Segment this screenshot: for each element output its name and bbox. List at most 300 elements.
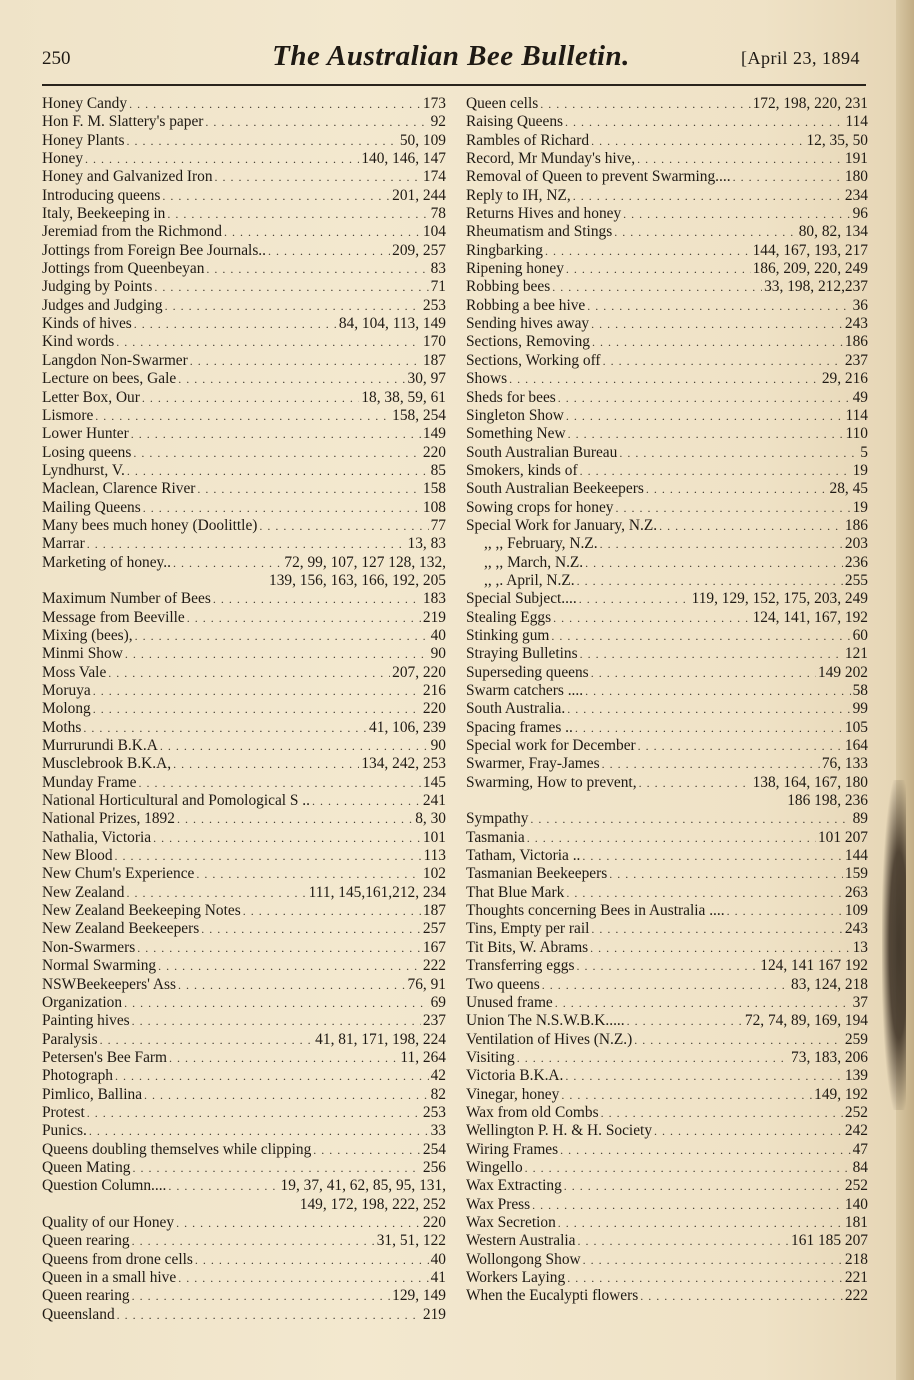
dot-leader — [115, 1067, 429, 1085]
dot-leader — [142, 389, 359, 407]
index-term: Moss Vale — [42, 663, 107, 681]
dot-leader — [532, 1196, 843, 1214]
dot-leader — [165, 297, 421, 315]
index-pages: 84, 104, 113, 149 — [338, 315, 446, 333]
index-entry — [42, 1306, 446, 1324]
index-term: Lower Hunter — [42, 425, 129, 443]
index-term: Special Work for January, N.Z. — [466, 516, 658, 534]
index-entry — [466, 1104, 868, 1122]
index-pages: 172, 198, 220, 231 — [752, 95, 868, 112]
index-term: Ripening honey — [466, 260, 564, 278]
dot-leader — [196, 865, 421, 883]
index-term: National Horticultural and Pomological S .. — [42, 792, 311, 810]
index-entry — [466, 333, 868, 351]
dot-leader — [585, 554, 843, 572]
index-term: Western Australia — [466, 1232, 576, 1250]
index-entry — [42, 939, 446, 957]
index-entry — [466, 700, 868, 718]
index-column-right — [466, 95, 868, 1306]
index-entry — [42, 297, 446, 315]
index-term: Unused frame — [466, 993, 553, 1011]
index-pages: 243 — [844, 315, 868, 333]
dot-leader — [585, 682, 851, 700]
index-pages: 83 — [430, 260, 446, 278]
index-entry — [466, 664, 868, 682]
index-pages: 144 — [844, 847, 868, 865]
index-pages: 255 — [844, 571, 868, 589]
index-entry — [42, 774, 446, 792]
index-pages: 31, 51, 122 — [376, 1232, 446, 1250]
index-entry — [42, 444, 446, 462]
index-pages: 41 — [430, 1269, 446, 1286]
dot-leader — [190, 352, 421, 370]
index-term: Judges and Judging — [42, 296, 163, 314]
index-entry — [42, 664, 446, 682]
dot-leader — [590, 939, 850, 957]
dot-leader — [577, 1232, 789, 1250]
dot-leader — [627, 1012, 743, 1030]
dot-leader — [162, 187, 390, 205]
index-entry — [466, 389, 868, 407]
index-entry — [466, 517, 868, 535]
dot-leader — [95, 407, 390, 425]
index-pages: 77 — [430, 516, 446, 534]
index-term: New Zealand — [42, 883, 125, 901]
index-term: Reply to IH, NZ, — [466, 186, 571, 204]
index-pages: 167 — [422, 938, 446, 956]
index-entry — [466, 572, 868, 590]
index-term: Sheds for bees — [466, 388, 556, 406]
index-term: Sowing crops for honey — [466, 498, 614, 516]
index-entry — [466, 278, 868, 296]
index-pages: 13 — [852, 938, 868, 956]
dot-leader — [93, 700, 421, 718]
index-term: ,, ,, February, N.Z. — [484, 535, 598, 553]
index-pages: 89 — [852, 810, 868, 828]
dot-leader — [552, 278, 762, 296]
index-term: Quality of our Honey — [42, 1213, 175, 1231]
index-term: NSWBeekeepers' Ass — [42, 975, 176, 993]
index-entry — [466, 1012, 868, 1030]
dot-leader — [133, 444, 421, 462]
dot-leader — [160, 737, 429, 755]
index-pages: 186, 209, 220, 249 — [752, 260, 868, 278]
index-entry — [466, 1159, 868, 1177]
index-term: Mailing Queens — [42, 498, 141, 516]
index-entry — [466, 223, 868, 241]
dot-leader — [153, 829, 421, 847]
index-term: National Prizes, 1892 — [42, 810, 175, 828]
index-term: Wingello — [466, 1158, 523, 1176]
index-term: New Zealand Beekeepers — [42, 920, 200, 938]
index-entry — [466, 95, 868, 113]
index-term: Something New — [466, 425, 566, 443]
dot-leader — [654, 1122, 843, 1140]
dot-leader — [573, 187, 843, 205]
index-term: Spacing frames .. — [466, 718, 573, 736]
index-entry — [466, 609, 868, 627]
index-term: Tit Bits, W. Abrams — [466, 938, 589, 956]
index-term: Shows — [466, 370, 508, 388]
index-entry — [466, 884, 868, 902]
index-entry — [42, 755, 446, 773]
dot-leader — [215, 168, 421, 186]
index-entry — [42, 627, 446, 645]
index-term: Queen rearing — [42, 1287, 130, 1305]
index-pages: 121 — [844, 645, 868, 663]
index-term: Honey — [42, 150, 84, 168]
index-entry — [42, 1269, 446, 1287]
index-term: Losing queens — [42, 443, 132, 461]
index-pages: 78 — [430, 205, 446, 223]
dot-leader — [89, 1122, 429, 1140]
index-entry — [42, 590, 446, 608]
index-entry — [42, 957, 446, 975]
index-term: Swarm catchers .... — [466, 682, 584, 699]
index-pages: 174 — [422, 168, 446, 186]
index-pages: 73, 183, 206 — [791, 1048, 868, 1066]
dot-leader — [313, 1141, 421, 1159]
index-term: Lyndhurst, V. — [42, 461, 125, 479]
index-pages: 8, 30 — [415, 810, 446, 828]
index-pages: 187 — [422, 902, 446, 920]
index-pages: 220 — [422, 700, 446, 718]
index-entry — [466, 315, 868, 333]
index-term: New Blood — [42, 847, 113, 865]
index-entry — [466, 1049, 868, 1067]
index-entry — [42, 132, 446, 150]
index-term: Thoughts concerning Bees in Australia .... — [466, 902, 725, 920]
index-entry — [42, 389, 446, 407]
index-entry — [466, 939, 868, 957]
index-term: Transferring eggs — [466, 957, 575, 975]
dot-leader — [561, 1086, 812, 1104]
index-pages: 252 — [844, 1103, 868, 1121]
index-entry — [466, 719, 868, 737]
index-entry — [42, 1251, 446, 1269]
page-number: 250 — [42, 48, 71, 69]
index-entry — [42, 737, 446, 755]
index-term: Nathalia, Victoria — [42, 828, 152, 846]
index-entry — [42, 1031, 446, 1049]
index-term: Jottings from Foreign Bee Journals.. — [42, 241, 266, 259]
issue-date: [April 23, 1894 — [741, 48, 860, 68]
index-entry — [42, 1196, 446, 1214]
index-entry — [42, 920, 446, 938]
index-term: Tatham, Victoria .. — [466, 847, 581, 865]
index-term: Special Subject.... — [466, 590, 577, 608]
index-term: Tasmanian Beekeepers — [466, 865, 608, 883]
dot-leader — [609, 865, 843, 883]
dot-leader — [167, 205, 428, 223]
index-term: ,, ,, March, N.Z. — [484, 553, 584, 571]
index-entry — [466, 1232, 868, 1250]
dot-leader — [93, 682, 421, 700]
index-term: Victoria B.K.A. — [466, 1067, 564, 1085]
index-pages: 18, 38, 59, 61 — [361, 388, 446, 406]
index-term: Italy, Beekeeping in — [42, 205, 166, 223]
dot-leader — [555, 994, 851, 1012]
index-term: Sympathy — [466, 810, 529, 828]
header-rule — [42, 84, 866, 86]
dot-leader — [205, 113, 428, 131]
index-entry — [466, 297, 868, 315]
index-term: Protest — [42, 1103, 85, 1121]
index-entry — [42, 517, 446, 535]
index-entry — [466, 957, 868, 975]
dot-leader — [568, 425, 844, 443]
index-entry — [466, 462, 868, 480]
index-term: Workers Laying — [466, 1269, 566, 1286]
index-term: Tins, Empty per rail — [466, 920, 590, 938]
index-pages: 82 — [430, 1085, 446, 1103]
index-term: South Australia. — [466, 700, 566, 718]
index-pages: 47 — [852, 1140, 868, 1158]
index-term: Robbing a bee hive — [466, 296, 586, 314]
index-term: Queen cells — [466, 95, 539, 112]
index-entry — [42, 976, 446, 994]
index-pages: 221 — [844, 1269, 868, 1286]
dot-leader — [154, 278, 428, 296]
index-pages: 72, 74, 89, 169, 194 — [744, 1012, 868, 1030]
index-pages: 37 — [852, 993, 868, 1011]
index-pages: 149, 192 — [814, 1085, 868, 1103]
dot-leader — [565, 1067, 843, 1085]
index-term: Wax Secretion — [466, 1213, 556, 1231]
index-pages: 33 — [430, 1122, 446, 1140]
index-entry — [42, 1067, 446, 1085]
dot-leader — [638, 737, 843, 755]
dot-leader — [143, 499, 421, 517]
index-pages: 11, 264 — [400, 1048, 446, 1066]
index-entry — [466, 829, 868, 847]
index-term: Sections, Removing — [466, 333, 590, 351]
index-pages: 41, 106, 239 — [369, 718, 446, 736]
index-term: Wax Press — [466, 1195, 531, 1213]
dot-leader — [178, 976, 406, 994]
index-entry — [466, 792, 868, 810]
index-entry — [466, 847, 868, 865]
index-pages: 138, 164, 167, 180 — [752, 773, 868, 791]
dot-leader — [727, 902, 843, 920]
index-pages: 173 — [422, 95, 446, 112]
dot-leader — [591, 132, 804, 150]
index-entry — [466, 150, 868, 168]
index-term: South Australian Bureau — [466, 443, 618, 461]
index-entry — [466, 425, 868, 443]
dot-leader — [623, 205, 850, 223]
dot-leader — [176, 1214, 421, 1232]
index-term: Kinds of hives — [42, 315, 132, 333]
index-term: Queensland — [42, 1305, 115, 1323]
dot-leader — [540, 95, 750, 113]
index-entry — [42, 168, 446, 186]
index-entry — [466, 242, 868, 260]
index-entry — [42, 1104, 446, 1122]
index-entry — [466, 590, 868, 608]
index-term: Judging by Points — [42, 278, 153, 296]
index-pages: 71 — [430, 278, 446, 296]
index-pages: 19, 37, 41, 62, 85, 95, 131, — [280, 1177, 446, 1195]
index-pages: 124, 141, 167, 192 — [752, 608, 868, 626]
index-pages: 28, 45 — [829, 480, 868, 498]
dot-leader — [614, 223, 797, 241]
index-term: Special work for December — [466, 737, 636, 755]
index-pages: 40 — [430, 626, 446, 644]
index-term: Molong — [42, 700, 91, 718]
dot-leader — [659, 517, 843, 535]
index-entry — [466, 774, 868, 792]
index-entry — [42, 865, 446, 883]
index-pages: 19 — [852, 498, 868, 516]
dot-leader — [132, 1012, 421, 1030]
index-pages: 254 — [422, 1140, 446, 1158]
index-pages: 222 — [422, 957, 446, 975]
index-entry — [466, 1177, 868, 1195]
index-pages: 140 — [844, 1195, 868, 1213]
index-term: ,, ,. April, N.Z. — [484, 571, 575, 589]
dot-leader — [591, 664, 816, 682]
index-entry — [466, 994, 868, 1012]
index-pages: 72, 99, 107, 127 128, 132, — [284, 553, 446, 571]
index-entry — [42, 792, 446, 810]
dot-leader — [201, 920, 421, 938]
index-pages: 257 — [422, 920, 446, 938]
index-pages: 84 — [852, 1158, 868, 1176]
dot-leader — [132, 1287, 391, 1305]
index-entry — [42, 1232, 446, 1250]
dot-leader — [577, 572, 843, 590]
index-pages: 33, 198, 212,237 — [764, 278, 868, 296]
dot-leader — [85, 150, 359, 168]
index-entry — [42, 242, 446, 260]
index-entry — [466, 902, 868, 920]
index-entry — [42, 1159, 446, 1177]
index-pages: 209, 257 — [392, 241, 446, 259]
index-entry — [466, 499, 868, 517]
dot-leader — [115, 847, 422, 865]
index-entry — [42, 352, 446, 370]
index-term: Visiting — [466, 1048, 515, 1066]
index-pages: 69 — [430, 993, 446, 1011]
index-term: Maclean, Clarence River — [42, 480, 196, 498]
index-entry — [466, 1269, 868, 1287]
index-entry — [42, 1049, 446, 1067]
index-term: Tasmania — [466, 828, 525, 846]
index-term: New Zealand Beekeeping Notes — [42, 902, 241, 920]
dot-leader — [135, 627, 429, 645]
index-entry — [42, 480, 446, 498]
index-pages: 12, 35, 50 — [806, 131, 868, 149]
index-entry — [42, 333, 446, 351]
index-term: Raising Queens — [466, 113, 564, 131]
index-term: Record, Mr Munday's hive, — [466, 150, 636, 168]
dot-leader — [576, 957, 758, 975]
dot-leader — [583, 1251, 843, 1269]
index-entry — [42, 1012, 446, 1030]
dot-leader — [129, 95, 421, 113]
index-entry — [42, 462, 446, 480]
dot-leader — [131, 425, 421, 443]
dot-leader — [575, 719, 843, 737]
page-header — [42, 40, 860, 84]
dot-leader — [530, 810, 850, 828]
dot-leader — [601, 1104, 843, 1122]
index-pages: 110 — [845, 425, 868, 443]
dot-leader — [169, 1049, 398, 1067]
index-term: Normal Swarming — [42, 957, 157, 975]
index-pages: 222 — [844, 1287, 868, 1305]
index-pages: 158 — [422, 480, 446, 498]
index-pages: 201, 244 — [392, 186, 446, 204]
index-entry — [466, 1067, 868, 1085]
dot-leader — [116, 333, 421, 351]
index-term: South Australian Beekeepers — [466, 480, 644, 498]
index-entry — [466, 444, 868, 462]
index-term: Punics. — [42, 1122, 87, 1140]
index-pages: 104 — [422, 223, 446, 241]
dot-leader — [603, 352, 843, 370]
dot-leader — [640, 1287, 843, 1305]
index-pages: 237 — [422, 1012, 446, 1030]
index-pages: 181 — [844, 1213, 868, 1231]
index-term: Singleton Show — [466, 406, 564, 424]
index-term: Returns Hives and honey — [466, 205, 622, 223]
index-pages: 50, 109 — [399, 131, 446, 149]
index-term: Sending hives away — [466, 315, 590, 333]
index-term: Introducing queens — [42, 186, 161, 204]
index-term: Moths — [42, 718, 82, 736]
index-pages: 19 — [852, 461, 868, 479]
index-pages: 99 — [852, 700, 868, 718]
index-term: Lismore — [42, 406, 94, 424]
dot-leader — [259, 517, 428, 535]
index-entry — [42, 1086, 446, 1104]
index-term: Two queens — [466, 975, 540, 993]
index-pages: 149 — [422, 425, 446, 443]
dot-leader — [567, 700, 850, 718]
index-entry — [42, 609, 446, 627]
dot-leader — [195, 1251, 429, 1269]
index-term: Kind words — [42, 333, 115, 351]
index-entry — [42, 425, 446, 443]
index-term: Paralysis — [42, 1030, 98, 1048]
index-entry — [466, 1031, 868, 1049]
page-edge — [896, 0, 914, 1380]
index-term: Moruya — [42, 682, 91, 699]
index-term: Straying Bulletins — [466, 645, 578, 663]
index-pages: 101 207 — [817, 828, 868, 846]
dot-leader — [312, 792, 421, 810]
dot-leader — [527, 829, 816, 847]
index-entry — [466, 737, 868, 755]
index-pages: 256 — [422, 1158, 446, 1176]
index-pages: 149, 172, 198, 222, 252 — [299, 1195, 446, 1213]
index-pages: 41, 81, 171, 198, 224 — [315, 1030, 446, 1048]
index-entry — [466, 1287, 868, 1305]
index-pages: 144, 167, 193, 217 — [752, 241, 868, 259]
index-pages: 191 — [844, 150, 868, 168]
index-entry — [42, 1214, 446, 1232]
index-pages: 161 185 207 — [791, 1232, 868, 1250]
index-entry — [466, 132, 868, 150]
dot-leader — [551, 627, 850, 645]
index-pages: 237 — [844, 351, 868, 369]
index-entry — [42, 810, 446, 828]
index-term: Rheumatism and Stings — [466, 223, 613, 241]
index-entry — [42, 113, 446, 131]
index-pages: 113 — [423, 847, 446, 865]
